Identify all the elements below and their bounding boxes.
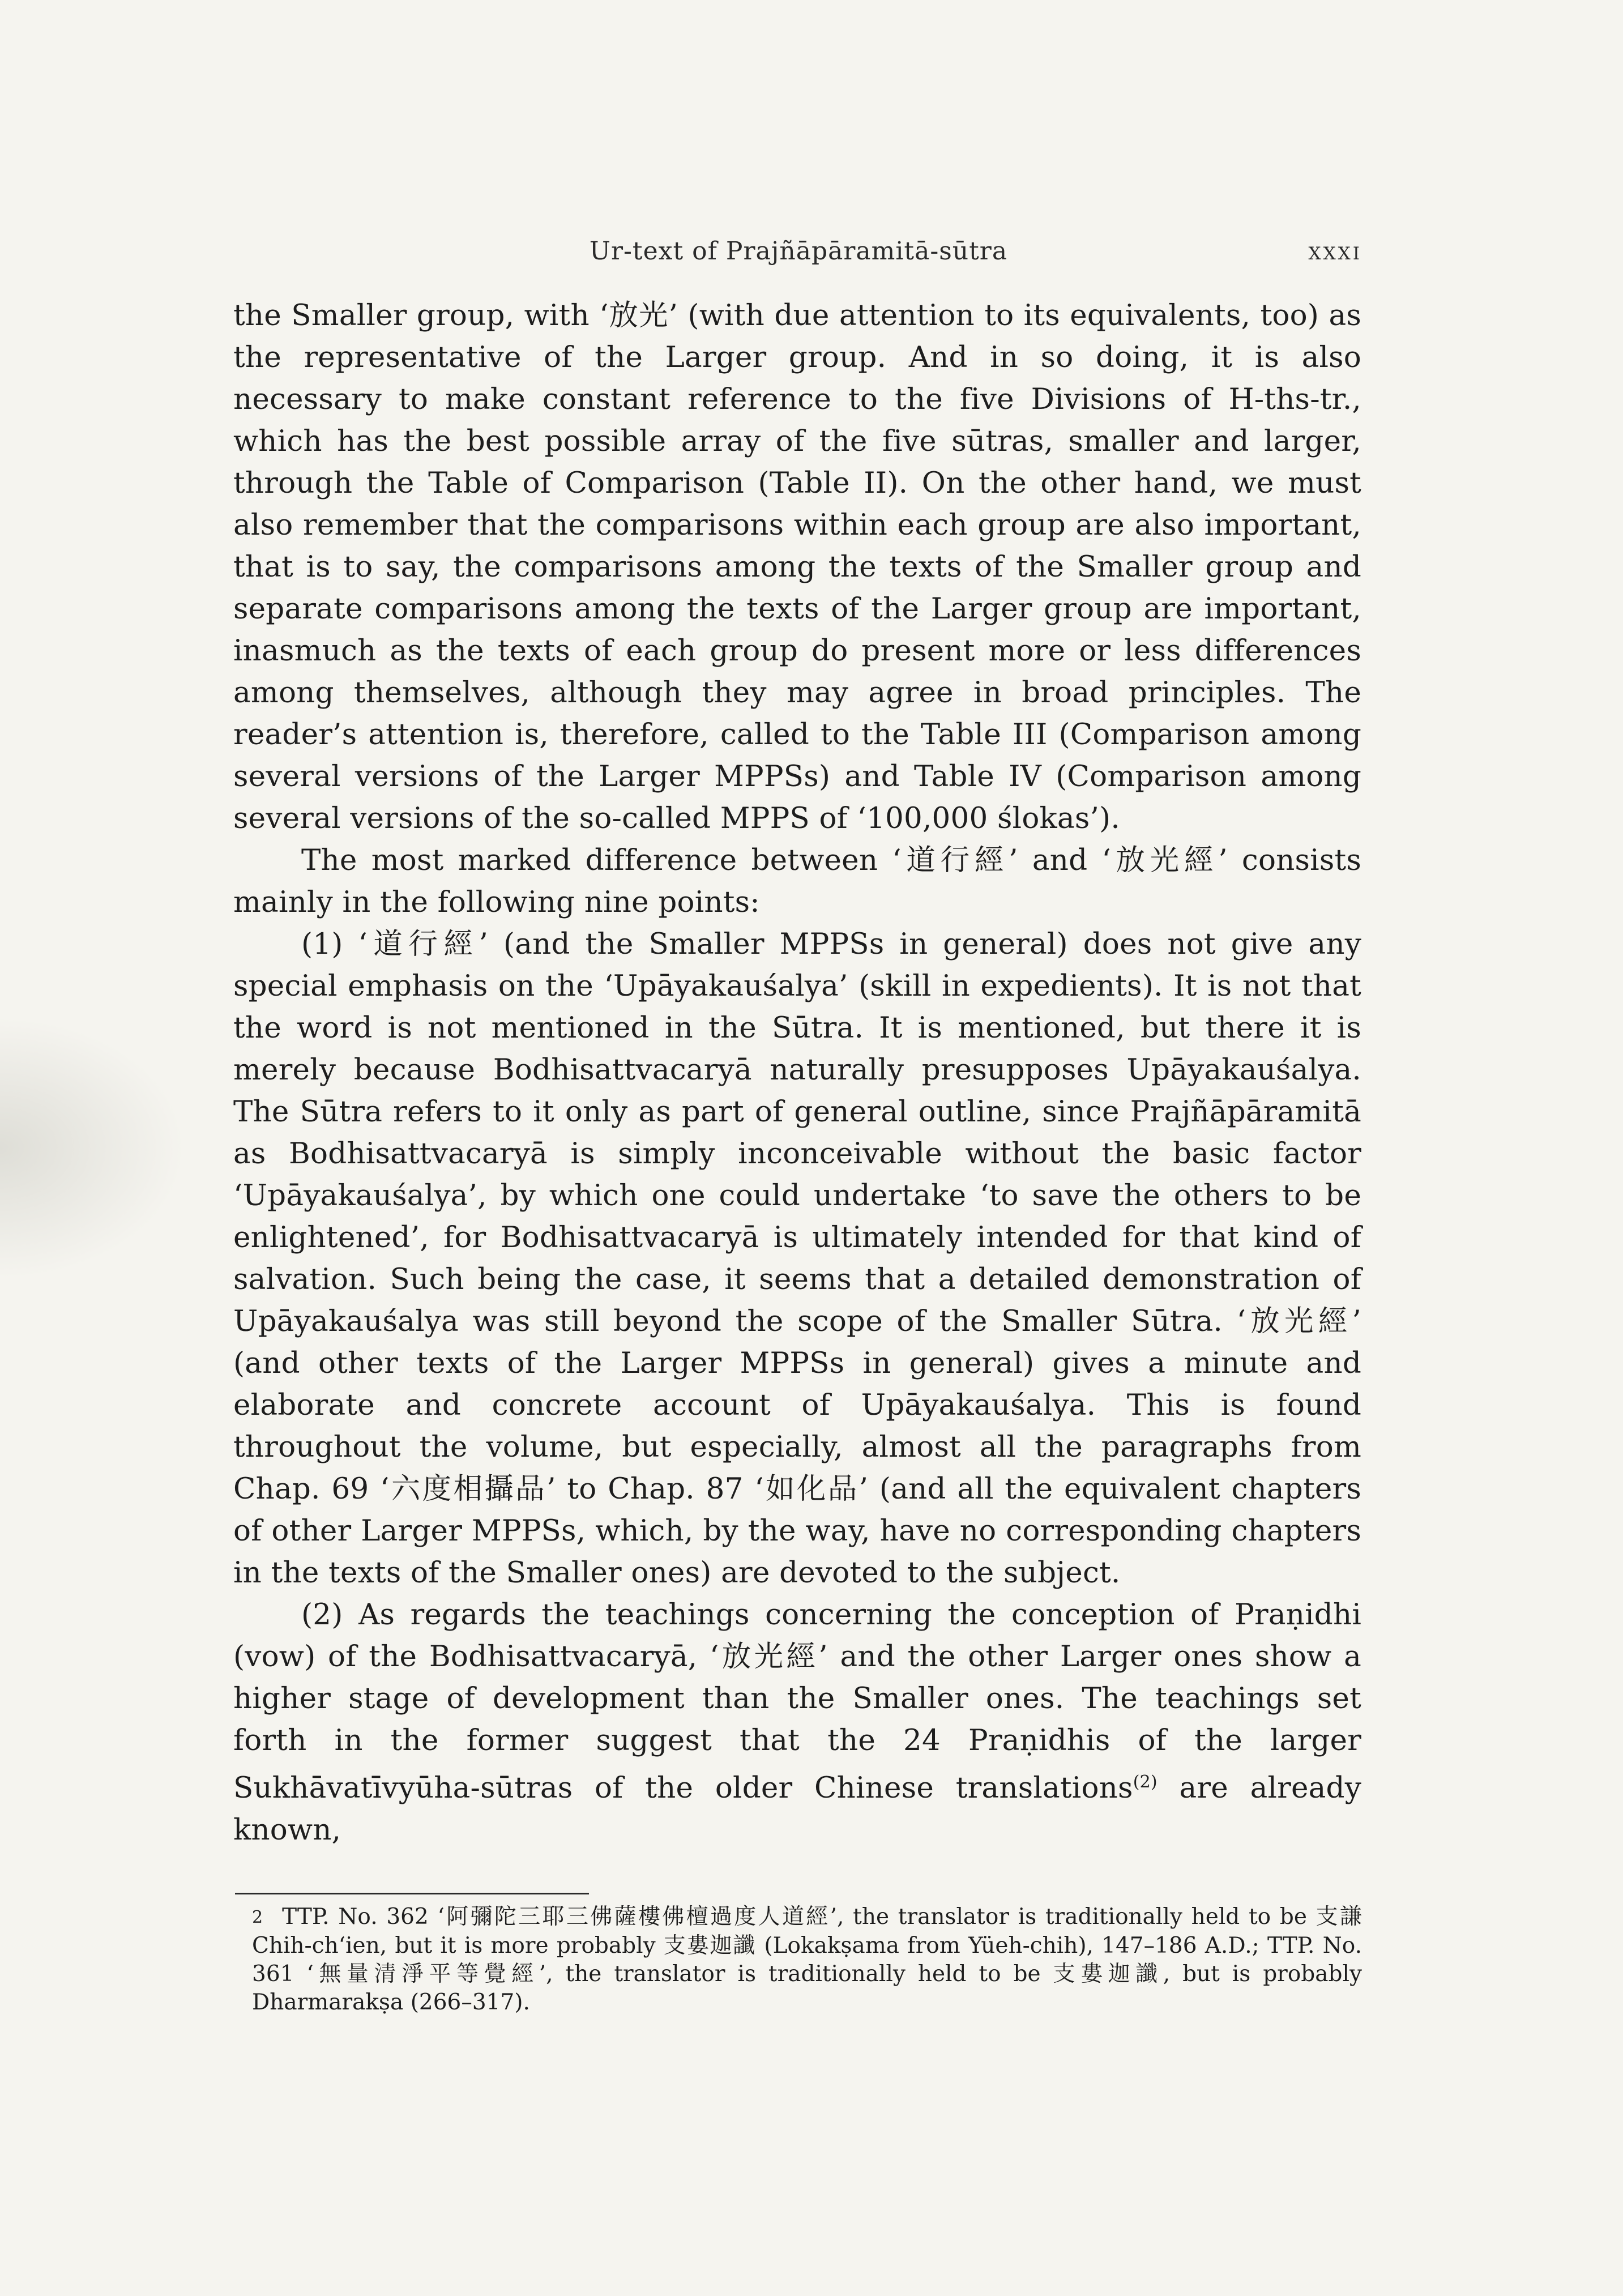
- page-header: [235, 237, 1362, 276]
- paragraph-intro-points: The most marked difference between ‘道行經’ and ‘放光經’ consists mainly in the following nine points:: [233, 843, 1361, 919]
- main-text: [233, 295, 1361, 1851]
- paragraph-point-2: [233, 1594, 1361, 1851]
- footnote-2: [252, 1903, 1362, 2017]
- running-title: Ur-text of Prajñāpāramitā-sūtra: [589, 237, 1008, 266]
- page-number: xxxi: [1308, 237, 1362, 266]
- footnote-divider: [235, 1893, 589, 1894]
- point-2-text: (2) As regards the teachings concerning the conception of Praṇidhi (vow) of the Bodhisattvacaryā, ‘放光經’ and the other Larger ones show a higher stage of development than the Smaller ones. The teachings set forth in the former suggest that the 24 Praṇidhis of the larger Sukhāvatīvyūha-sūtras of the older Chinese translations: [233, 1598, 1361, 1806]
- footnote-text: TTP. No. 362 ‘阿彌陀三耶三佛薩樓佛檀過度人道經’, the translator is traditionally held to be 支謙 Chih-ch‘ien, but it is more probably 支婁迦讖 (Lokakṣama from Yüeh-chih), 147–186 A.D.; TTP. No. 361 ‘無量清淨平等覺經’, the translator is traditionally held to be 支婁迦讖, but is probably Dharmarakṣa (266–317).: [252, 1904, 1362, 2015]
- footnote-number: 2: [252, 1907, 263, 1927]
- paragraph-point-1: (1) ‘道行經’ (and the Smaller MPPSs in general) does not give any special emphasis on the ‘Upāyakauśalya’ (skill in expedients). It is not that the word is not mentioned in the Sūtra. It is mentioned, but there it is merely because Bodhisattvacaryā naturally presupposes Upāyakauśalya. The Sūtra refers to it only as part of general outline, since Prajñāpāramitā as Bodhisattvacaryā is simply inconceivable without the basic factor ‘Upāyakauśalya’, by which one could undertake ‘to save the others to be enlightened’, for Bodhisattvacaryā is ultimately intended for that kind of salvation. Such being the case, it seems that a detailed demonstration of Upāyakauśalya was still beyond the scope of the Smaller Sūtra. ‘放光經’ (and other texts of the Larger MPPSs in general) gives a minute and elaborate and concrete account of Upāyakauśalya. This is found throughout the volume, but especially, almost all the paragraphs from Chap. 69 ‘六度相攝品’ to Chap. 87 ‘如化品’ (and all the equivalent chapters of other Larger MPPSs, which, by the way, have no corresponding chapters in the texts of the Smaller ones) are devoted to the subject.: [233, 927, 1361, 1590]
- paragraph-continued: the Smaller group, with ‘放光’ (with due attention to its equivalents, too) as the representative of the Larger group. And in so doing, it is also necessary to make constant reference to the five Divisions of H-ths-tr., which has the best possible array of the five sūtras, smaller and larger, through the Table of Comparison (Table II). On the other hand, we must also remember that the comparisons within each group are also important, that is to say, the comparisons among the texts of the Smaller group and separate comparisons among the texts of the Larger group are important, inasmuch as the texts of each group do present more or less differences among themselves, although they may agree in broad principles. The reader’s attention is, therefore, called to the Table III (Comparison among several versions of the Larger MPPSs) and Table IV (Comparison among several versions of the so-called MPPS of ‘100,000 ślokas’).: [233, 298, 1361, 835]
- footnote-ref: (2): [1133, 1772, 1158, 1792]
- point-2-text-end: are already known,: [233, 1771, 1362, 1847]
- footnotes: [252, 1903, 1362, 2017]
